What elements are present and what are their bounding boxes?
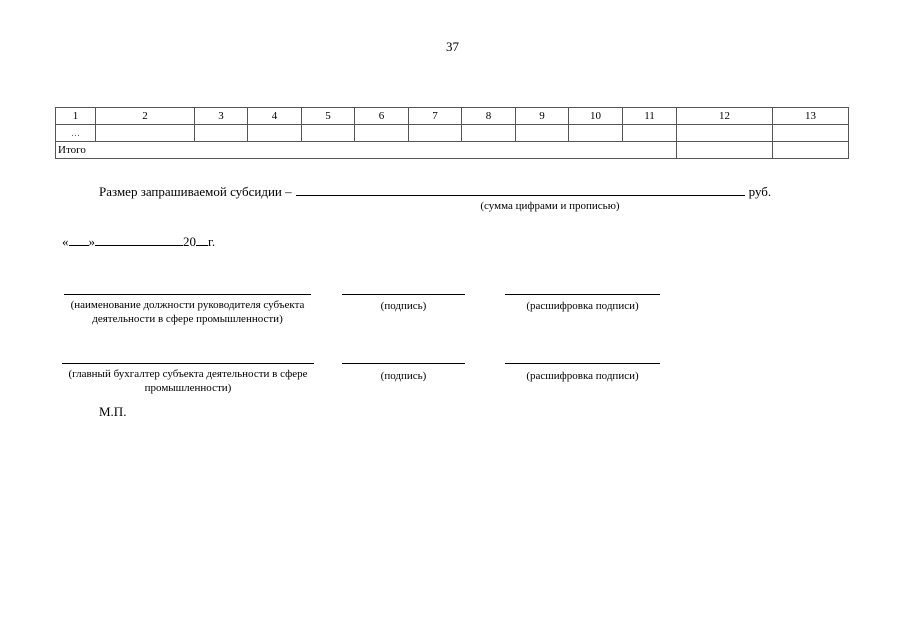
table-header-cell: 11 <box>623 108 677 125</box>
accountant-signature-caption: (подпись) <box>380 370 427 382</box>
table-cell <box>677 125 773 142</box>
stamp-place: М.П. <box>99 404 127 419</box>
table-cell <box>623 125 677 142</box>
date-close-quote: » <box>88 234 95 249</box>
table-header-row <box>56 108 849 125</box>
accountant-position-line[interactable] <box>62 363 314 364</box>
table-cell <box>302 125 355 142</box>
table-total-row <box>56 142 849 159</box>
year-blank[interactable] <box>196 233 208 246</box>
table-cell <box>516 125 569 142</box>
table-cell <box>569 125 623 142</box>
head-position-caption: (наименование должности руководителя субъекта деятельности в сфере промышленности) <box>70 299 305 325</box>
subsidy-table <box>55 107 849 159</box>
table-header-cell: 8 <box>462 108 516 125</box>
accountant-signature-line[interactable] <box>342 363 465 364</box>
year-prefix: 20 <box>183 234 196 249</box>
table-cell <box>355 125 409 142</box>
table-header-cell: 6 <box>355 108 409 125</box>
table-header-cell: 1 <box>56 108 96 125</box>
head-signature-line[interactable] <box>342 294 465 295</box>
table-cell <box>96 125 195 142</box>
head-signature-caption: (подпись) <box>380 300 427 312</box>
page-number: 37 <box>446 39 459 54</box>
table-header-cell: 2 <box>96 108 195 125</box>
accountant-decoding-caption: (расшифровка подписи) <box>526 370 639 382</box>
subsidy-amount-blank[interactable] <box>296 183 745 196</box>
subsidy-hint: (сумма цифрами и прописью) <box>480 200 620 212</box>
month-blank[interactable] <box>95 233 183 246</box>
head-position-line[interactable] <box>64 294 311 295</box>
table-cell <box>195 125 248 142</box>
table-header-cell: 3 <box>195 108 248 125</box>
table-header-cell: 13 <box>773 108 849 125</box>
table-header-cell: 5 <box>302 108 355 125</box>
table-cell <box>773 125 849 142</box>
year-suffix: г. <box>208 234 216 249</box>
date-open-quote: « <box>62 234 69 249</box>
table-cell <box>462 125 516 142</box>
subsidy-label: Размер запрашиваемой субсидии – <box>99 184 292 199</box>
subsidy-unit: руб. <box>748 184 772 199</box>
head-decoding-line[interactable] <box>505 294 660 295</box>
total-label: Итого <box>56 142 677 159</box>
table-header-cell: 9 <box>516 108 569 125</box>
table-cell <box>248 125 302 142</box>
day-blank[interactable] <box>69 233 89 246</box>
table-header-cell: 7 <box>409 108 462 125</box>
date-line <box>62 233 215 250</box>
accountant-decoding-line[interactable] <box>505 363 660 364</box>
table-row <box>56 125 849 142</box>
table-cell <box>677 142 773 159</box>
table-header-cell: 4 <box>248 108 302 125</box>
table-cell <box>409 125 462 142</box>
head-decoding-caption: (расшифровка подписи) <box>526 300 639 312</box>
table-header-cell: 10 <box>569 108 623 125</box>
table-cell: … <box>56 125 96 142</box>
table-header-cell: 12 <box>677 108 773 125</box>
table-cell <box>773 142 849 159</box>
subsidy-amount-row <box>99 183 819 200</box>
accountant-position-caption: (главный бухгалтер субъекта деятельности в сфере промышленности) <box>68 368 308 394</box>
